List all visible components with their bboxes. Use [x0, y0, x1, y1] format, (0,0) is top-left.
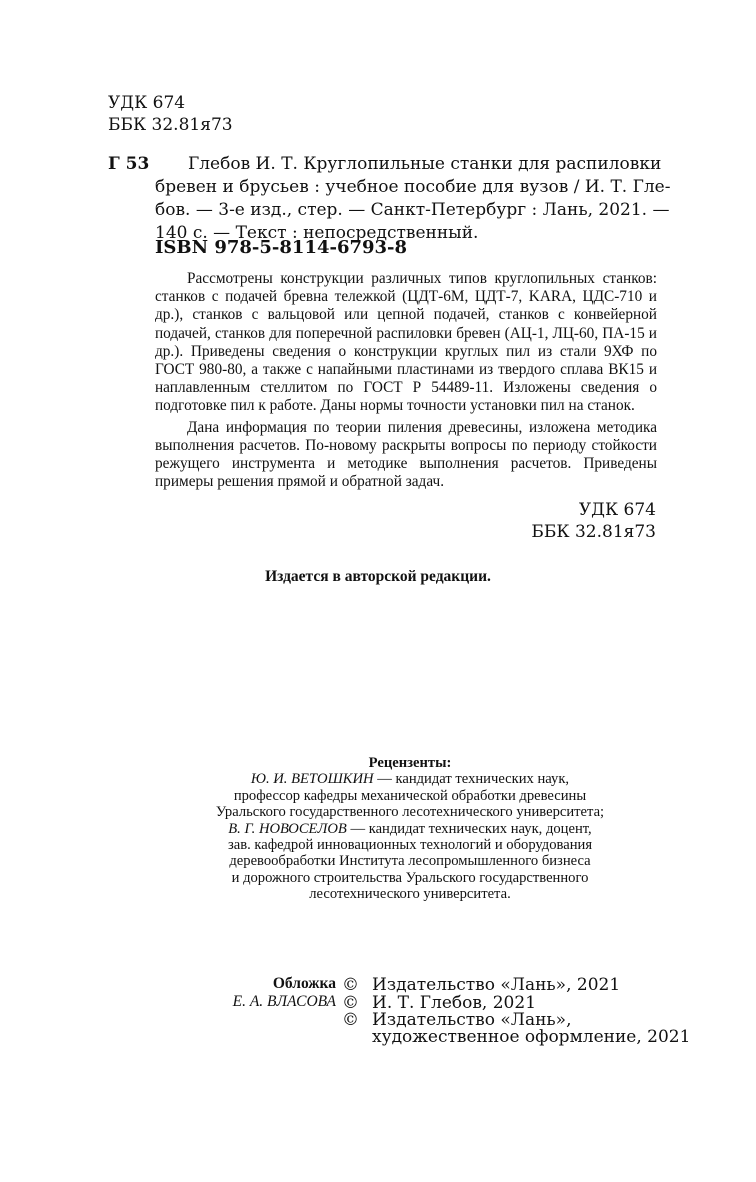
copyright-1: Издательство «Лань», 2021: [372, 975, 621, 995]
reviewer-2-title: — кандидат технических наук, доцент,: [346, 820, 592, 837]
abstract-paragraph-2: Дана информация по теории пиления древесины, изложена методика выполнения расчетов. По-новому раскрыты вопросы по периоду стойкости режущего инструмента и методике выполнения расчетов. Приведены примеры решения прямой и обратной задач.: [155, 418, 657, 491]
abstract-paragraph-1: Рассмотрены конструкции различных типов круглопильных станков: станков с подачей бревна тележкой (ЦДТ-6М, ЦДТ-7, KARA, ЦДС-710 и др.), станков с вальцовой или цепной подачей, станков с конвейерной подачей, станков для поперечной распиловки бревен (АЦ-1, ЛЦ-60, ПА-15 и др.). Приведены сведения о конструкции круглых пил из стали 9ХФ по ГОСТ 980-80, а также с напайными пластинами из твердого сплава ВК15 и наплавленным стеллитом по ГОСТ Р 54489-11. Изложены сведения о подготовке пил к работе. Даны нормы точности установки пил на станок.: [155, 270, 657, 415]
reviewer-1-title: — кандидат технических наук,: [373, 771, 570, 788]
record-line-4: 140 с. — Текст : непосредственный.: [155, 223, 479, 243]
author-mark: Г 53: [108, 154, 150, 174]
reviewers-block: [160, 755, 660, 903]
reviewer-2-line-1: [160, 821, 660, 837]
bbk-code: ББК 32.81я73: [108, 115, 233, 135]
copyright-3-continued: художественное оформление, 2021: [372, 1027, 691, 1047]
reviewers-heading: Рецензенты:: [368, 755, 452, 771]
record-line-3: бов. — 3-е изд., стер. — Санкт-Петербург : Лань, 2021. —: [155, 200, 670, 220]
udk-code: УДК 674: [108, 93, 186, 113]
reviewer-2-line-4: и дорожного строительства Уральского государственного: [231, 869, 589, 886]
reviewer-2-line-3: деревообработки Института лесопромышленного бизнеса: [229, 853, 591, 870]
copyright-symbol-1: ©: [342, 975, 359, 995]
copyright-symbol-3: ©: [342, 1010, 359, 1030]
bbk-code-right: ББК 32.81я73: [531, 522, 656, 542]
reviewer-2-name: В. Г. НОВОСЕЛОВ: [228, 820, 347, 837]
copyright-symbol-2: ©: [342, 993, 359, 1013]
record-line-2: бревен и брусьев : учебное пособие для вузов / И. Т. Гле-: [155, 177, 671, 197]
reviewer-1-line-2: профессор кафедры механической обработки древесины: [233, 787, 587, 804]
copyright-2: И. Т. Глебов, 2021: [372, 993, 537, 1013]
record-line-1: Глебов И. Т. Круглопильные станки для распиловки: [188, 154, 662, 174]
copyright-3: Издательство «Лань»,: [372, 1010, 572, 1030]
reviewer-2-line-2: зав. кафедрой инновационных технологий и оборудования: [227, 837, 593, 854]
abstract: [155, 270, 657, 491]
udk-code-right: УДК 674: [578, 500, 656, 520]
reviewer-1-line-3: Уральского государственного лесотехнического университета;: [215, 804, 605, 821]
cover-label: Обложка: [272, 975, 336, 992]
isbn: ISBN 978-5-8114-6793-8: [155, 237, 408, 258]
edition-note: Издается в авторской редакции.: [265, 568, 491, 585]
reviewer-1-name: Ю. И. ВЕТОШКИН: [250, 771, 374, 788]
cover-designer: Е. А. ВЛАСОВА: [232, 993, 336, 1010]
reviewer-2-line-5: лесотехнического университета.: [309, 886, 511, 903]
reviewer-1-line-1: [160, 771, 660, 787]
